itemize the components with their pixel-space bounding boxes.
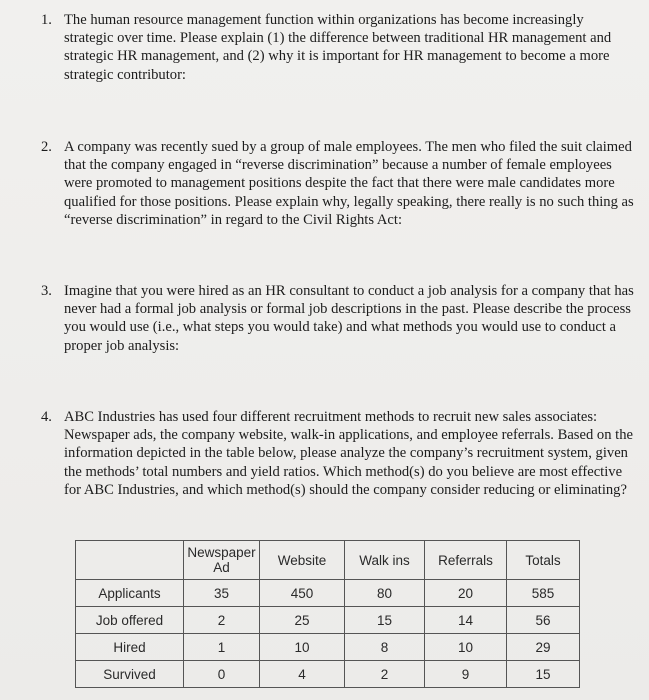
row-label: Job offered — [76, 607, 184, 634]
table-cell: 9 — [425, 661, 507, 688]
table-cell: 29 — [507, 634, 580, 661]
question-number: 4. — [41, 409, 52, 425]
table-row — [76, 580, 580, 607]
table-cell: 2 — [184, 607, 260, 634]
recruitment-table — [75, 540, 580, 688]
table-header-referrals: Referrals — [425, 541, 507, 580]
table-cell: 80 — [345, 580, 425, 607]
question-text: A company was recently sued by a group of male employees. The men who filed the suit claimed that the company engaged in “reverse discrimination” because a number of female employees were promoted to management positions despite the fact that there were male candidates more qualified for those positions. Please explain why, legally speaking, there really is no such thing as “reverse discrimination” in regard to the Civil Rights Act: — [64, 139, 634, 228]
table-row — [76, 661, 580, 688]
table-cell: 25 — [260, 607, 345, 634]
table-cell: 10 — [425, 634, 507, 661]
row-label: Applicants — [76, 580, 184, 607]
table-cell: 4 — [260, 661, 345, 688]
table-cell: 2 — [345, 661, 425, 688]
table-cell: 15 — [345, 607, 425, 634]
question-number: 2. — [41, 139, 52, 155]
row-label: Survived — [76, 661, 184, 688]
table-cell: 8 — [345, 634, 425, 661]
table-cell: 15 — [507, 661, 580, 688]
table-cell: 1 — [184, 634, 260, 661]
table-header-totals: Totals — [507, 541, 580, 580]
question-text: Imagine that you were hired as an HR consultant to conduct a job analysis for a company that has never had a formal job analysis or formal job descriptions in the past. Please describe the process you would use (i.e., what steps you would take) and what methods you would use to conduct a proper job analysis: — [64, 283, 634, 354]
question-text: ABC Industries has used four different recruitment methods to recruit new sales associates: Newspaper ads, the company website, walk-in applications, and employee referrals. Based on the information depicted in the table below, please analyze the company’s recruitment system, given the methods’ total numbers and yield ratios. Which method(s) do you believe are most effective for ABC Industries, and which method(s) should the company consider reducing or eliminating? — [64, 409, 633, 498]
table-cell: 0 — [184, 661, 260, 688]
question-number: 1. — [41, 12, 52, 28]
table-row — [76, 607, 580, 634]
table-row — [76, 634, 580, 661]
table-header-empty — [76, 541, 184, 580]
table-header-row — [76, 541, 580, 580]
table-cell: 56 — [507, 607, 580, 634]
row-label: Hired — [76, 634, 184, 661]
table-cell: 20 — [425, 580, 507, 607]
table-cell: 14 — [425, 607, 507, 634]
table-header-walkins: Walk ins — [345, 541, 425, 580]
table-cell: 35 — [184, 580, 260, 607]
table-header-newspaper: Newspaper Ad — [184, 541, 260, 580]
table-cell: 450 — [260, 580, 345, 607]
question-text: The human resource management function within organizations has become increasingly strategic over time. Please explain (1) the difference between traditional HR management and strategic HR management, and (2) why it is important for HR management to become a more strategic contributor: — [64, 12, 612, 83]
table-cell: 585 — [507, 580, 580, 607]
table-header-website: Website — [260, 541, 345, 580]
question-number: 3. — [41, 283, 52, 299]
table-cell: 10 — [260, 634, 345, 661]
